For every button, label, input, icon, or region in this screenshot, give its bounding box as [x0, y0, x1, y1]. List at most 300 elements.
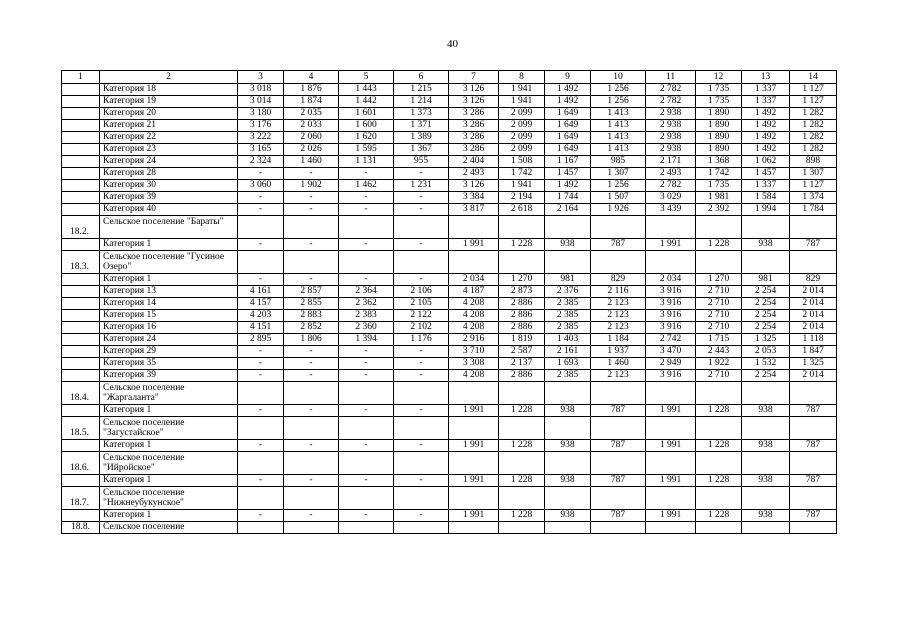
value-cell: 2 164 — [545, 204, 591, 216]
value-cell: - — [238, 370, 284, 382]
value-cell: 1 492 — [742, 108, 790, 120]
value-cell: 1 228 — [696, 510, 742, 522]
value-cell: 1 742 — [696, 168, 742, 180]
value-cell: - — [284, 168, 339, 180]
value-cell: - — [238, 204, 284, 216]
value-cell: 1 991 — [646, 405, 696, 417]
value-cell: 1 492 — [742, 120, 790, 132]
value-cell: - — [339, 405, 394, 417]
value-cell: 1 941 — [499, 96, 545, 108]
value-cell: 1 394 — [339, 334, 394, 346]
value-cell: 2 106 — [394, 286, 449, 298]
table-row — [62, 358, 837, 370]
value-cell: 1 492 — [545, 180, 591, 192]
value-cell: 2 026 — [284, 144, 339, 156]
row-number-cell — [62, 298, 100, 310]
empty-cell — [646, 216, 696, 239]
value-cell: 2 014 — [790, 322, 837, 334]
header-cell: 2 — [100, 71, 238, 84]
empty-cell — [696, 522, 742, 534]
table-row — [62, 405, 837, 417]
value-cell: 2 014 — [790, 286, 837, 298]
value-cell: 1 595 — [339, 144, 394, 156]
empty-cell — [790, 382, 837, 405]
value-cell: 938 — [742, 510, 790, 522]
table-row — [62, 510, 837, 522]
value-cell: 1 256 — [591, 96, 646, 108]
value-cell: 2 886 — [499, 310, 545, 322]
value-cell: 1 649 — [545, 132, 591, 144]
empty-cell — [499, 452, 545, 475]
table-row — [62, 144, 837, 156]
empty-cell — [238, 452, 284, 475]
section-name-cell: Сельское поселение "Жаргаланта" — [100, 382, 238, 405]
value-cell: 2 099 — [499, 144, 545, 156]
value-cell: 2 254 — [742, 370, 790, 382]
section-row — [62, 251, 837, 274]
value-cell: 1 735 — [696, 180, 742, 192]
row-number-cell — [62, 96, 100, 108]
value-cell: 1 062 — [742, 156, 790, 168]
value-cell: 938 — [742, 239, 790, 251]
value-cell: 2 102 — [394, 322, 449, 334]
value-cell: 1 620 — [339, 132, 394, 144]
empty-cell — [591, 382, 646, 405]
empty-cell — [742, 522, 790, 534]
empty-cell — [591, 452, 646, 475]
value-cell: 2 123 — [591, 310, 646, 322]
empty-cell — [742, 251, 790, 274]
value-cell: - — [339, 370, 394, 382]
value-cell: 3 916 — [646, 298, 696, 310]
value-cell: - — [284, 239, 339, 251]
value-cell: 1 941 — [499, 180, 545, 192]
category-cell: Категория 40 — [100, 204, 238, 216]
value-cell: - — [238, 168, 284, 180]
table-row — [62, 204, 837, 216]
value-cell: 1 228 — [696, 440, 742, 452]
section-number-cell: 18.5. — [62, 417, 100, 440]
value-cell: 2 385 — [545, 310, 591, 322]
value-cell: 2 014 — [790, 370, 837, 382]
value-cell: 1 256 — [591, 84, 646, 96]
row-number-cell — [62, 286, 100, 298]
value-cell: 2 383 — [339, 310, 394, 322]
empty-cell — [394, 452, 449, 475]
row-number-cell — [62, 346, 100, 358]
value-cell: 2 194 — [499, 192, 545, 204]
value-cell: 787 — [591, 475, 646, 487]
value-cell: 1 735 — [696, 84, 742, 96]
empty-cell — [394, 382, 449, 405]
header-cell: 9 — [545, 71, 591, 84]
value-cell: 1 902 — [284, 180, 339, 192]
value-cell: 2 254 — [742, 322, 790, 334]
value-cell: 981 — [545, 274, 591, 286]
value-cell: - — [284, 405, 339, 417]
value-cell: 2 938 — [646, 108, 696, 120]
empty-cell — [545, 452, 591, 475]
value-cell: - — [339, 204, 394, 216]
empty-cell — [696, 487, 742, 510]
value-cell: 1 600 — [339, 120, 394, 132]
value-cell: 1 890 — [696, 132, 742, 144]
value-cell: 2 782 — [646, 84, 696, 96]
empty-cell — [790, 487, 837, 510]
empty-cell — [591, 522, 646, 534]
value-cell: 1 214 — [394, 96, 449, 108]
value-cell: 2 938 — [646, 132, 696, 144]
value-cell: - — [284, 510, 339, 522]
empty-cell — [394, 417, 449, 440]
value-cell: 3 916 — [646, 310, 696, 322]
value-cell: 1 874 — [284, 96, 339, 108]
category-cell: Категория 1 — [100, 510, 238, 522]
table-row — [62, 180, 837, 192]
value-cell: 1 337 — [742, 180, 790, 192]
table-row — [62, 334, 837, 346]
value-cell: 4 208 — [449, 322, 499, 334]
empty-cell — [238, 417, 284, 440]
category-cell: Категория 14 — [100, 298, 238, 310]
value-cell: 1 307 — [790, 168, 837, 180]
row-number-cell — [62, 180, 100, 192]
value-cell: 829 — [790, 274, 837, 286]
row-number-cell — [62, 358, 100, 370]
value-cell: 1 462 — [339, 180, 394, 192]
value-cell: - — [394, 358, 449, 370]
value-cell: 1 922 — [696, 358, 742, 370]
value-cell: 2 385 — [545, 370, 591, 382]
row-number-cell — [62, 475, 100, 487]
value-cell: 4 161 — [238, 286, 284, 298]
value-cell: 1 460 — [284, 156, 339, 168]
value-cell: 3 126 — [449, 180, 499, 192]
value-cell: - — [394, 440, 449, 452]
value-cell: 1 167 — [545, 156, 591, 168]
value-cell: - — [284, 204, 339, 216]
value-cell: 2 254 — [742, 286, 790, 298]
table-row — [62, 96, 837, 108]
empty-cell — [339, 522, 394, 534]
value-cell: 1 876 — [284, 84, 339, 96]
value-cell: 1 991 — [449, 405, 499, 417]
value-cell: 2 122 — [394, 310, 449, 322]
value-cell: 3 286 — [449, 132, 499, 144]
empty-cell — [394, 522, 449, 534]
value-cell: 1 282 — [790, 120, 837, 132]
value-cell: 1 991 — [646, 475, 696, 487]
value-cell: 787 — [790, 440, 837, 452]
value-cell: 1 991 — [449, 440, 499, 452]
value-cell: 1 228 — [499, 510, 545, 522]
value-cell: - — [394, 239, 449, 251]
row-number-cell — [62, 510, 100, 522]
header-cell: 1 — [62, 71, 100, 84]
header-row — [62, 71, 837, 84]
value-cell: 2 710 — [696, 310, 742, 322]
empty-cell — [449, 487, 499, 510]
value-cell: 829 — [591, 274, 646, 286]
section-row — [62, 382, 837, 405]
value-cell: 787 — [790, 239, 837, 251]
value-cell: 2 710 — [696, 322, 742, 334]
empty-cell — [339, 251, 394, 274]
value-cell: 2 364 — [339, 286, 394, 298]
value-cell: 3 286 — [449, 120, 499, 132]
value-cell: 2 123 — [591, 298, 646, 310]
value-cell: 3 916 — [646, 322, 696, 334]
value-cell: 2 782 — [646, 96, 696, 108]
value-cell: 3 029 — [646, 192, 696, 204]
value-cell: 1 228 — [696, 405, 742, 417]
value-cell: 985 — [591, 156, 646, 168]
value-cell: 2 137 — [499, 358, 545, 370]
value-cell: 3 222 — [238, 132, 284, 144]
row-number-cell — [62, 310, 100, 322]
value-cell: 1 270 — [499, 274, 545, 286]
value-cell: 1 693 — [545, 358, 591, 370]
value-cell: 2 105 — [394, 298, 449, 310]
value-cell: 4 208 — [449, 310, 499, 322]
category-cell: Категория 19 — [100, 96, 238, 108]
value-cell: 2 938 — [646, 144, 696, 156]
table-row — [62, 346, 837, 358]
value-cell: 3 126 — [449, 96, 499, 108]
value-cell: - — [238, 475, 284, 487]
value-cell: 1 118 — [790, 334, 837, 346]
value-cell: 2 034 — [449, 274, 499, 286]
value-cell: 3 470 — [646, 346, 696, 358]
empty-cell — [591, 216, 646, 239]
value-cell: 981 — [742, 274, 790, 286]
value-cell: 2 099 — [499, 108, 545, 120]
value-cell: 2 938 — [646, 120, 696, 132]
value-cell: - — [339, 274, 394, 286]
section-name-cell: Сельское поселение "Бараты" — [100, 216, 238, 239]
value-cell: 1 215 — [394, 84, 449, 96]
row-number-cell — [62, 334, 100, 346]
value-cell: 787 — [591, 440, 646, 452]
value-cell: 1 373 — [394, 108, 449, 120]
value-cell: 1 532 — [742, 358, 790, 370]
category-cell: Категория 1 — [100, 440, 238, 452]
value-cell: 787 — [790, 405, 837, 417]
value-cell: 1 926 — [591, 204, 646, 216]
value-cell: 2 014 — [790, 298, 837, 310]
value-cell: 1 443 — [339, 84, 394, 96]
value-cell: 938 — [742, 405, 790, 417]
value-cell: - — [394, 168, 449, 180]
row-number-cell — [62, 156, 100, 168]
value-cell: 4 187 — [449, 286, 499, 298]
value-cell: 1 176 — [394, 334, 449, 346]
value-cell: 2 587 — [499, 346, 545, 358]
empty-cell — [339, 417, 394, 440]
empty-cell — [742, 487, 790, 510]
table-row — [62, 274, 837, 286]
value-cell: - — [394, 204, 449, 216]
value-cell: - — [339, 346, 394, 358]
empty-cell — [591, 251, 646, 274]
value-cell: - — [339, 358, 394, 370]
empty-cell — [696, 417, 742, 440]
value-cell: 3 286 — [449, 108, 499, 120]
value-cell: 3 439 — [646, 204, 696, 216]
value-cell: 787 — [790, 510, 837, 522]
value-cell: 1 847 — [790, 346, 837, 358]
value-cell: 1 507 — [591, 192, 646, 204]
value-cell: 2 099 — [499, 120, 545, 132]
value-cell: 1 937 — [591, 346, 646, 358]
empty-cell — [449, 522, 499, 534]
value-cell: 2 116 — [591, 286, 646, 298]
value-cell: 1 368 — [696, 156, 742, 168]
value-cell: 2 034 — [646, 274, 696, 286]
category-cell: Категория 24 — [100, 156, 238, 168]
empty-cell — [646, 487, 696, 510]
value-cell: 4 203 — [238, 310, 284, 322]
value-cell: - — [238, 192, 284, 204]
table-row — [62, 239, 837, 251]
section-name-cell: Сельское поселение "Гусиное Озеро" — [100, 251, 238, 274]
empty-cell — [284, 452, 339, 475]
value-cell: 1 337 — [742, 84, 790, 96]
value-cell: 1 492 — [545, 96, 591, 108]
value-cell: 1 413 — [591, 108, 646, 120]
value-cell: 2 883 — [284, 310, 339, 322]
value-cell: 3 018 — [238, 84, 284, 96]
value-cell: - — [238, 346, 284, 358]
row-number-cell — [62, 370, 100, 382]
value-cell: 1 228 — [499, 440, 545, 452]
empty-cell — [449, 382, 499, 405]
empty-cell — [742, 216, 790, 239]
value-cell: 1 389 — [394, 132, 449, 144]
category-cell: Категория 23 — [100, 144, 238, 156]
value-cell: 1 256 — [591, 180, 646, 192]
table-row — [62, 440, 837, 452]
value-cell: 2 053 — [742, 346, 790, 358]
value-cell: - — [394, 510, 449, 522]
row-number-cell — [62, 144, 100, 156]
header-cell: 4 — [284, 71, 339, 84]
value-cell: 1 784 — [790, 204, 837, 216]
section-row — [62, 452, 837, 475]
value-cell: 898 — [790, 156, 837, 168]
category-cell: Категория 28 — [100, 168, 238, 180]
value-cell: - — [284, 440, 339, 452]
category-cell: Категория 22 — [100, 132, 238, 144]
category-cell: Категория 21 — [100, 120, 238, 132]
category-cell: Категория 29 — [100, 346, 238, 358]
table-row — [62, 156, 837, 168]
value-cell: - — [394, 405, 449, 417]
value-cell: 2 886 — [499, 298, 545, 310]
section-number-cell: 18.8. — [62, 522, 100, 534]
value-cell: 1 282 — [790, 108, 837, 120]
table-row — [62, 310, 837, 322]
category-cell: Категория 39 — [100, 370, 238, 382]
header-cell: 13 — [742, 71, 790, 84]
empty-cell — [499, 251, 545, 274]
empty-cell — [742, 417, 790, 440]
value-cell: 1 890 — [696, 120, 742, 132]
value-cell: 1 325 — [790, 358, 837, 370]
value-cell: 1 601 — [339, 108, 394, 120]
empty-cell — [339, 216, 394, 239]
header-cell: 12 — [696, 71, 742, 84]
value-cell: 1 231 — [394, 180, 449, 192]
empty-cell — [238, 216, 284, 239]
value-cell: 4 208 — [449, 298, 499, 310]
value-cell: 2 949 — [646, 358, 696, 370]
value-cell: 1 325 — [742, 334, 790, 346]
value-cell: 1 457 — [545, 168, 591, 180]
empty-cell — [646, 417, 696, 440]
empty-cell — [591, 487, 646, 510]
empty-cell — [545, 487, 591, 510]
empty-cell — [394, 487, 449, 510]
empty-cell — [449, 452, 499, 475]
empty-cell — [449, 216, 499, 239]
value-cell: 3 014 — [238, 96, 284, 108]
value-cell: 1 508 — [499, 156, 545, 168]
empty-cell — [394, 216, 449, 239]
row-number-cell — [62, 132, 100, 144]
row-number-cell — [62, 108, 100, 120]
empty-cell — [499, 417, 545, 440]
value-cell: 2 710 — [696, 298, 742, 310]
empty-cell — [790, 522, 837, 534]
category-cell: Категория 39 — [100, 192, 238, 204]
value-cell: - — [284, 346, 339, 358]
value-cell: 1 649 — [545, 120, 591, 132]
empty-cell — [545, 522, 591, 534]
empty-cell — [790, 452, 837, 475]
value-cell: 1 131 — [339, 156, 394, 168]
value-cell: 3 916 — [646, 370, 696, 382]
empty-cell — [238, 522, 284, 534]
value-cell: 2 254 — [742, 310, 790, 322]
value-cell: - — [394, 370, 449, 382]
table-row — [62, 475, 837, 487]
value-cell: 1 649 — [545, 108, 591, 120]
value-cell: 2 742 — [646, 334, 696, 346]
empty-cell — [339, 487, 394, 510]
value-cell: - — [394, 192, 449, 204]
empty-cell — [742, 452, 790, 475]
value-cell: 1 742 — [499, 168, 545, 180]
empty-cell — [790, 251, 837, 274]
value-cell: - — [284, 370, 339, 382]
empty-cell — [696, 382, 742, 405]
value-cell: 2 493 — [449, 168, 499, 180]
value-cell: - — [238, 358, 284, 370]
tariff-table — [61, 70, 837, 534]
category-cell: Категория 1 — [100, 405, 238, 417]
value-cell: 3 165 — [238, 144, 284, 156]
header-cell: 7 — [449, 71, 499, 84]
value-cell: 1 228 — [499, 475, 545, 487]
empty-cell — [284, 522, 339, 534]
value-cell: 938 — [742, 475, 790, 487]
value-cell: 1 228 — [696, 239, 742, 251]
section-row — [62, 417, 837, 440]
value-cell: - — [284, 274, 339, 286]
row-number-cell — [62, 204, 100, 216]
value-cell: 2 852 — [284, 322, 339, 334]
